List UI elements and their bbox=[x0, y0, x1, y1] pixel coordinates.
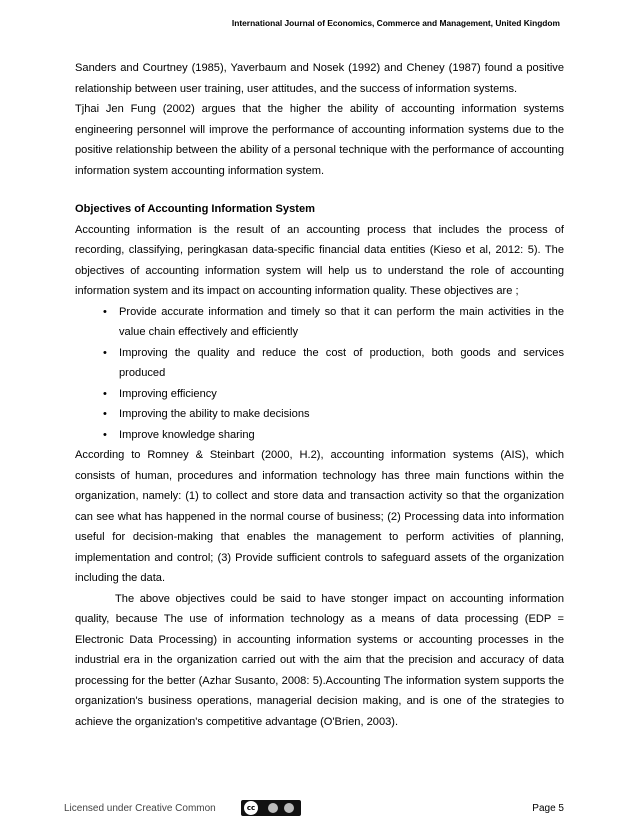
list-item: • Improving efficiency bbox=[75, 384, 564, 405]
cc-icon: cc bbox=[244, 801, 258, 815]
list-item: • Improve knowledge sharing bbox=[75, 425, 564, 446]
bullet-icon: • bbox=[103, 408, 107, 420]
sa-icon bbox=[284, 803, 294, 813]
paragraph-romney: According to Romney & Steinbart (2000, H.2), accounting information systems (AIS), which consists of human, procedures and information technology has three main functions within the organization, namely: (1) to collect and store data and transaction activity so that the organization can see what has happened in the normal course of business; (2) Processing data into information useful for decision-making that enables the management to perform activities of planning, implementation and control; (3) Provide sufficient controls to safeguard assets of the organization including the data. bbox=[75, 449, 564, 584]
creative-commons-badge bbox=[241, 800, 301, 816]
list-item: • Improving the ability to make decisions bbox=[75, 404, 564, 425]
page-body bbox=[75, 58, 564, 732]
page-footer bbox=[64, 800, 564, 816]
list-item: • Provide accurate information and timely so that it can perform the main activities in the value chain effectively and efficiently bbox=[75, 302, 564, 343]
bullet-icon: • bbox=[103, 305, 107, 318]
by-icon bbox=[268, 803, 278, 813]
section-heading: Objectives of Accounting Information System bbox=[75, 203, 315, 215]
bullet-icon: • bbox=[103, 346, 107, 359]
paragraph-impact: The above objectives could be said to have stonger impact on accounting information quality, because The use of information technology as a means of data processing (EDP = Electronic Data Processing) in accounting information systems or accounting processes in the industrial era in the organization carried out with the aim that the precision and accuracy of data processing for the better (Azhar Susanto, 2008: 5).Accounting The information system supports the organization's business operations, managerial decision making, and is one of the strategies to achieve the organization's competitive advantage (O'Brien, 2003). bbox=[75, 592, 564, 728]
license-text: Licensed under Creative Common bbox=[64, 803, 216, 814]
paragraph-tjhai: Tjhai Jen Fung (2002) argues that the higher the ability of accounting information systems engineering personnel will improve the performance of accounting information systems due to the positive relationship between the ability of a personal technique with the performance of accounting information system accounting information system. bbox=[75, 103, 564, 177]
paragraph-training: Sanders and Courtney (1985), Yaverbaum and Nosek (1992) and Cheney (1987) found a positive relationship between user training, user attitudes, and the success of information systems. bbox=[75, 62, 564, 95]
paragraph-objectives-intro: Accounting information is the result of an accounting process that includes the process of recording, classifying, peringkasan data-specific financial data entities (Kieso et al, 2012: 5). The objectives of accounting information system will help us to understand the role of accounting information system and its impact on accounting information quality. These objectives are ; bbox=[75, 223, 564, 297]
list-item: • Improving the quality and reduce the cost of production, both goods and services produced bbox=[75, 343, 564, 384]
objectives-list bbox=[75, 302, 564, 446]
bullet-icon: • bbox=[103, 428, 107, 441]
journal-header: International Journal of Economics, Commerce and Management, United Kingdom bbox=[231, 18, 560, 28]
bullet-icon: • bbox=[103, 387, 107, 400]
page-number: Page 5 bbox=[532, 803, 564, 814]
